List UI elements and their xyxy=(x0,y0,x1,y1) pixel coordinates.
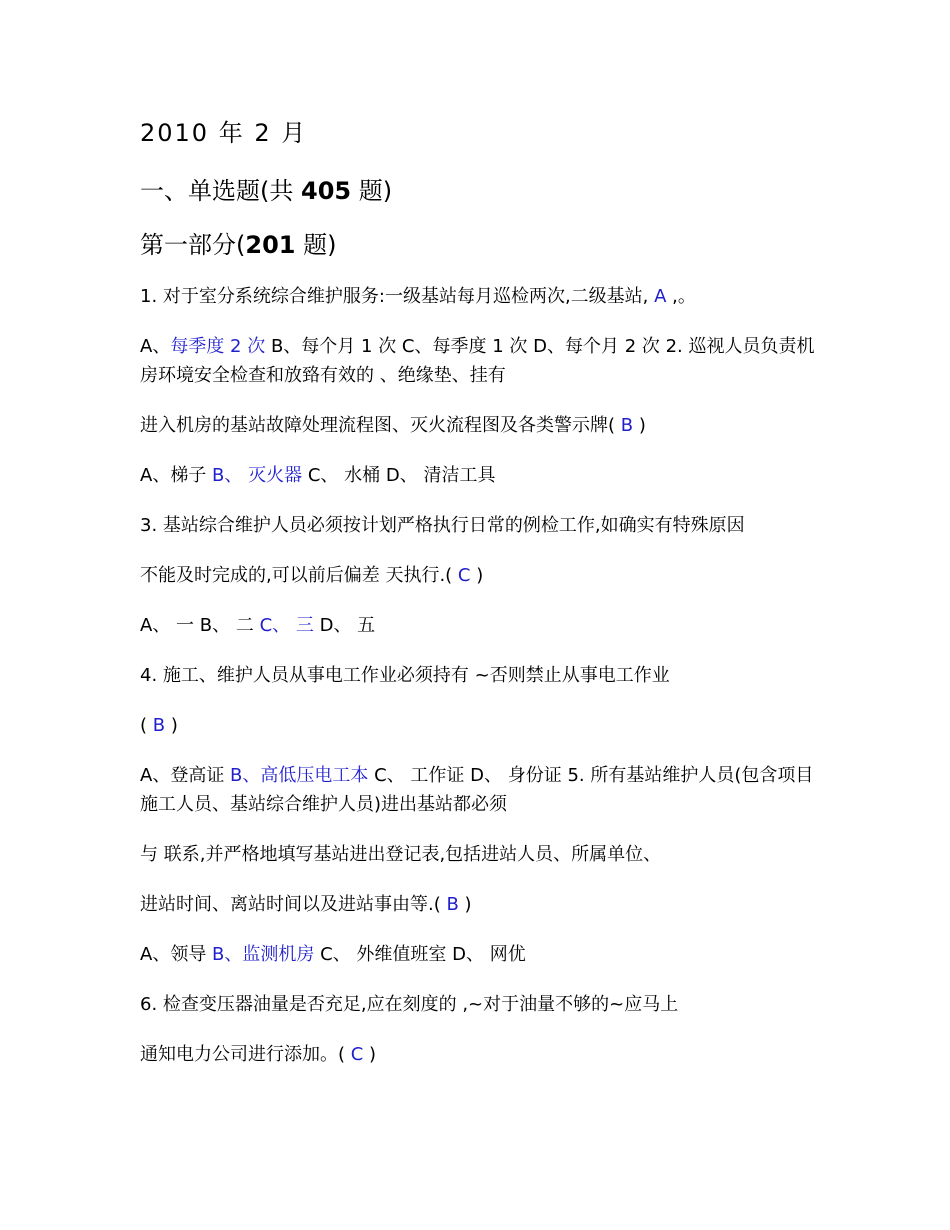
question-line xyxy=(140,840,820,869)
line-text: C、 外维值班室 D、 网优 xyxy=(314,943,526,965)
question-line xyxy=(140,661,820,690)
line-text: ) xyxy=(470,564,484,586)
line-text: A、 xyxy=(140,335,171,357)
answer-highlight: B、监测机房 xyxy=(212,943,315,965)
document-page xyxy=(140,118,820,1090)
question-line xyxy=(140,1040,820,1069)
question-line xyxy=(140,561,820,590)
answer-highlight: B xyxy=(446,893,459,915)
question-line xyxy=(140,940,820,969)
line-text: 通知电力公司进行添加。( xyxy=(140,1043,351,1065)
line-text: B、每个月 1 次 C、每季度 1 次 D、每个月 2 次 2. 巡视人员负责机房环境安全检查和放臵有效的 、绝缘垫、挂有 xyxy=(140,335,815,386)
answer-highlight: 每季度 2 次 xyxy=(170,335,266,357)
part-title: 第一部分(201 题) xyxy=(140,231,337,260)
part-count: 201 xyxy=(245,231,296,260)
answer-highlight: C xyxy=(457,564,471,586)
answer-highlight: C、 三 xyxy=(259,614,314,636)
answer-highlight: B、 灭火器 xyxy=(212,464,303,486)
line-text: 进站时间、离站时间以及进站事由等.( xyxy=(140,893,447,915)
line-text: ) xyxy=(458,893,472,915)
answer-highlight: A xyxy=(654,285,667,307)
answer-highlight: C xyxy=(350,1043,364,1065)
question-list xyxy=(140,282,820,1069)
line-text: ) xyxy=(363,1043,377,1065)
line-text: ) xyxy=(165,714,178,736)
line-text: A、领导 xyxy=(140,943,213,965)
line-text: 4. 施工、维护人员从事电工作业必须持有 ~否则禁止从事电工作业 xyxy=(140,664,670,686)
line-text: C、 水桶 D、 清洁工具 xyxy=(302,464,496,486)
line-text: 6. 检查变压器油量是否充足,应在刻度的 ,~对于油量不够的~应马上 xyxy=(140,993,679,1015)
question-line xyxy=(140,761,820,819)
question-line xyxy=(140,711,820,740)
answer-highlight: B xyxy=(620,414,634,436)
line-text: ,。 xyxy=(666,285,696,307)
question-line xyxy=(140,890,820,919)
line-text: 1. 对于室分系统综合维护服务:一级基站每月巡检两次,二级基站, xyxy=(140,285,655,307)
line-text: C、 工作证 D、 身份证 5. 所有基站维护人员(包含项目施工人员、基站综合维护人员)进出基站都必须 xyxy=(140,764,814,815)
section-count: 405 xyxy=(301,177,352,206)
question-line xyxy=(140,461,820,490)
line-text: A、 一 B、 二 xyxy=(140,614,260,636)
line-text: D、 五 xyxy=(313,614,376,636)
answer-highlight: B xyxy=(152,714,166,736)
line-text: ) xyxy=(633,414,646,436)
answer-highlight: B、高低压电工本 xyxy=(230,764,369,786)
line-text: A、梯子 xyxy=(140,464,213,486)
line-text: ( xyxy=(140,714,153,736)
line-text: 进入机房的基站故障处理流程图、灭火流程图及各类警示牌( xyxy=(140,414,621,436)
document-date: 2010 年 2 月 xyxy=(140,119,308,147)
question-line xyxy=(140,990,820,1019)
question-line xyxy=(140,511,820,540)
question-line xyxy=(140,411,820,440)
line-text: A、登高证 xyxy=(140,764,231,786)
question-line xyxy=(140,332,820,390)
line-text: 与 联系,并严格地填写基站进出登记表,包括进站人员、所属单位、 xyxy=(140,843,662,865)
section-title: 一、单选题(共 405 题) xyxy=(140,177,393,206)
question-line xyxy=(140,611,820,640)
line-text: 不能及时完成的,可以前后偏差 天执行.( xyxy=(140,564,458,586)
line-text: 3. 基站综合维护人员必须按计划严格执行日常的例检工作,如确实有特殊原因 xyxy=(140,514,745,536)
question-line xyxy=(140,282,820,311)
